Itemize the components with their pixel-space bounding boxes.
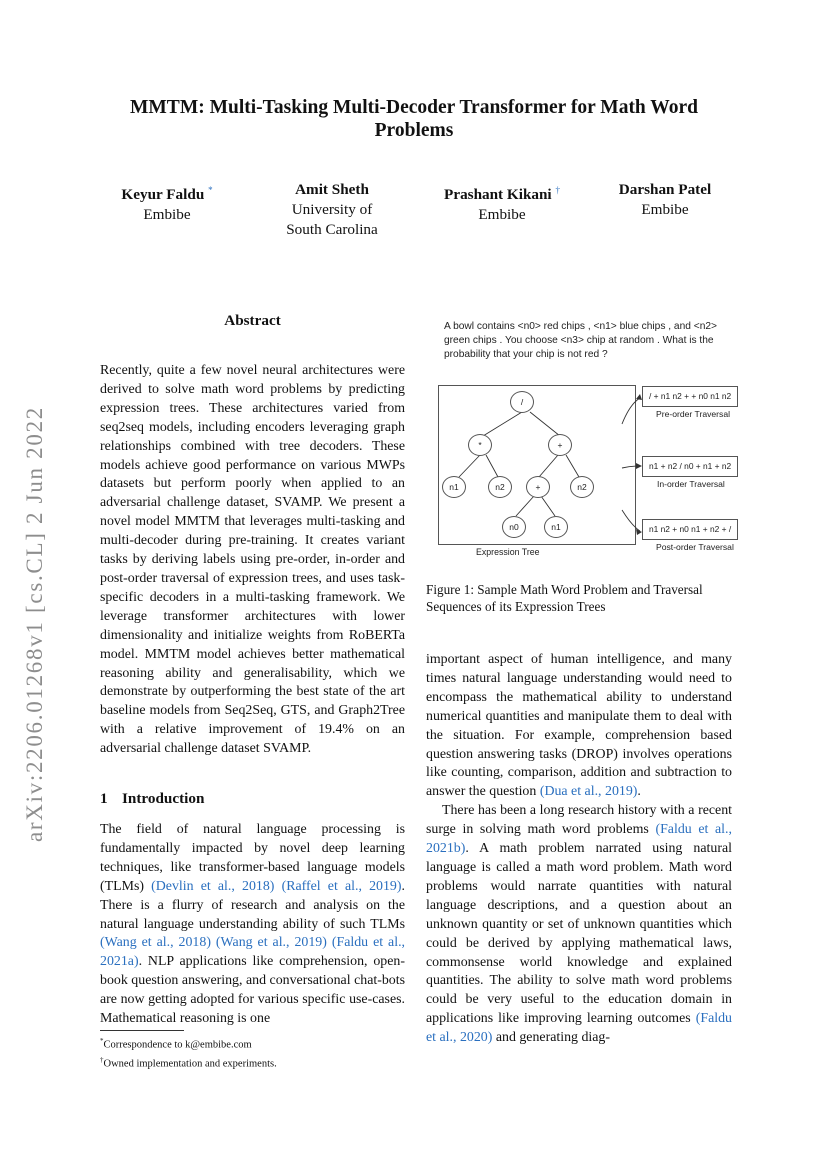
citation-link[interactable]: (Faldu et al., 2021a) bbox=[100, 935, 406, 970]
arxiv-identifier: arXiv:2206.01268v1 [cs.CL] 2 Jun 2022 bbox=[22, 406, 47, 842]
citation-link[interactable]: (Faldu et al., 2020) bbox=[426, 1011, 732, 1046]
section-title: Introduction bbox=[122, 790, 205, 807]
citation-link[interactable]: (Dua et al., 2019) bbox=[539, 784, 638, 800]
author-affiliation: Embibe bbox=[143, 206, 191, 224]
citation-link[interactable]: (Devlin et al., 2018) bbox=[151, 878, 275, 894]
footnote-text: Owned implementation and experiments. bbox=[103, 1058, 277, 1069]
tree-node-n0: n0 bbox=[502, 516, 526, 538]
expression-tree-label: Expression Tree bbox=[476, 547, 540, 557]
tree-node-plus-inner: + bbox=[526, 476, 550, 498]
text-run: . A math problem narrated using natural language is called a math word problem. Math word problems would narrate quantities with natural language descriptions, and a question about an unknown quantity or set of unknown quantities which could be derived by applying mathematical laws, commonsense world knowledge and explained quantities. The ability to solve math word problems could be very useful to the education domain in applications like improving learning outcomes bbox=[426, 841, 732, 1027]
text-run: The field of natural language processing is fundamentally impacted by novel deep learning techniques, like transformer-based language models (TLMs) bbox=[100, 822, 405, 894]
author-affiliation: Embibe bbox=[478, 206, 526, 224]
author-name: Amit Sheth bbox=[295, 181, 369, 198]
author-mark: † bbox=[555, 185, 560, 195]
footnote-2 bbox=[100, 1053, 405, 1072]
inorder-sequence: n1 + n2 / n0 + n1 + n2 bbox=[642, 456, 738, 477]
preorder-label: Pre-order Traversal bbox=[656, 409, 731, 419]
footnotes bbox=[100, 1034, 405, 1071]
author-affiliation: Embibe bbox=[641, 201, 689, 218]
author-affiliation-line2: South Carolina bbox=[286, 221, 378, 238]
paragraph bbox=[426, 802, 732, 1048]
citation-link[interactable]: (Wang et al., 2018) bbox=[100, 935, 211, 951]
postorder-label: Post-order Traversal bbox=[656, 542, 734, 552]
footnote-text: Correspondence to k@embibe.com bbox=[103, 1039, 252, 1051]
right-column-text bbox=[426, 651, 732, 1048]
paragraph: important aspect of human intelligence, and many times natural language understanding would need to encompass the mathematical ability to understand numerical quantities and manipulate them to deal with the situation. For example, comprehension based question answering tasks (DROP) involves operations like counting, comparison, addition and subtraction to answer the question (Dua et al., 2019). bbox=[426, 652, 732, 800]
citation-link[interactable]: (Raffel et al., 2019) bbox=[281, 878, 402, 894]
inorder-label: In-order Traversal bbox=[657, 479, 725, 489]
citation-link[interactable]: (Wang et al., 2019) bbox=[215, 935, 327, 951]
text-run: and generating diag- bbox=[492, 1030, 610, 1046]
author-name: Darshan Patel bbox=[618, 181, 712, 198]
math-problem-text: A bowl contains <n0> red chips , <n1> blue chips , and <n2> green chips . You choose <n3> chip at random . What is the probability that your chip is not red ? bbox=[444, 321, 717, 360]
author-name: Prashant Kikani bbox=[444, 186, 552, 204]
tree-node-multiply: * bbox=[468, 434, 492, 456]
paper-title: MMTM: Multi-Tasking Multi-Decoder Transformer for Math Word Problems bbox=[130, 97, 698, 141]
figure-caption: Figure 1: Sample Math Word Problem and Traversal Sequences of its Expression Trees bbox=[426, 582, 703, 614]
section-heading bbox=[100, 790, 204, 808]
author-4 bbox=[605, 180, 725, 220]
footnote-mark: * bbox=[100, 1037, 104, 1045]
footnote-mark: † bbox=[100, 1055, 104, 1064]
author-mark: * bbox=[208, 185, 213, 195]
footnote-1 bbox=[100, 1034, 405, 1053]
author-name: Keyur Faldu bbox=[121, 186, 205, 204]
text-run: important aspect of human intelligence, and many times natural language understanding would need to encompass the mathematical ability to understand numerical quantities and manipulate them to deal with the situation. For example, comprehension based question answering tasks (DROP) involves operations like counting, comparison, addition and subtraction to answer the question bbox=[426, 652, 732, 800]
tree-node-plus: + bbox=[548, 434, 572, 456]
tree-node-root: / bbox=[510, 391, 534, 413]
text-run: . There is a flurry of research and analysis on the natural language understanding ability of such TLMs bbox=[100, 878, 405, 932]
author-1 bbox=[112, 180, 222, 225]
intro-paragraph bbox=[100, 821, 405, 1029]
preorder-sequence: / + n1 n2 + + n0 n1 n2 bbox=[642, 386, 738, 407]
tree-node-n1-right: n1 bbox=[544, 516, 568, 538]
postorder-sequence: n1 n2 + n0 n1 + n2 + / bbox=[642, 519, 738, 540]
abstract-body bbox=[100, 362, 405, 759]
section-number: 1 bbox=[100, 790, 108, 807]
author-3 bbox=[432, 180, 572, 225]
footnote-divider bbox=[100, 1030, 184, 1031]
figure-1 bbox=[426, 316, 742, 562]
tree-node-n1: n1 bbox=[442, 476, 466, 498]
text-run: There has been a long research history with a recent surge in solving math word problems bbox=[426, 803, 732, 838]
author-2 bbox=[272, 180, 392, 240]
author-affiliation: University of bbox=[291, 201, 373, 218]
citation-link[interactable]: (Faldu et al., 2021b) bbox=[426, 822, 732, 857]
tree-node-n2: n2 bbox=[488, 476, 512, 498]
tree-node-n2-right: n2 bbox=[570, 476, 594, 498]
abstract-heading: Abstract bbox=[224, 312, 281, 329]
abstract-text: Recently, quite a few novel neural architectures were derived to solve math word problems by predicting expression trees. These architectures varied from seq2seq models, including encoders leveraging graph relationships combined with tree decoders. These models achieve good performance on various MWPs datasets but perform poorly when applied to an adversarial challenge dataset, SVAMP. We present a novel model MMTM that leverages multi-tasking and multi-decoder during pre-training. It creates variant tasks by deriving labels using pre-order, in-order and post-order traversal of expression trees, and uses task-specific decoders in a multi-tasking framework. We leverage transformer architectures with lower dimensionality and initialize weights from RoBERTa model. MMTM model achieves better mathematical reasoning ability and generalisability, which we demonstrate by outperforming the best state of the art baseline models from Seq2Seq, GTS, and Graph2Tree with a relative improvement of 19.4% on an adversarial challenge dataset SVAMP. bbox=[100, 363, 405, 757]
text-run: . NLP applications like comprehension, open-book question answering, and conversational chat-bots are now getting adopted for various specific use-cases. Mathematical reasoning is one bbox=[100, 954, 405, 1027]
